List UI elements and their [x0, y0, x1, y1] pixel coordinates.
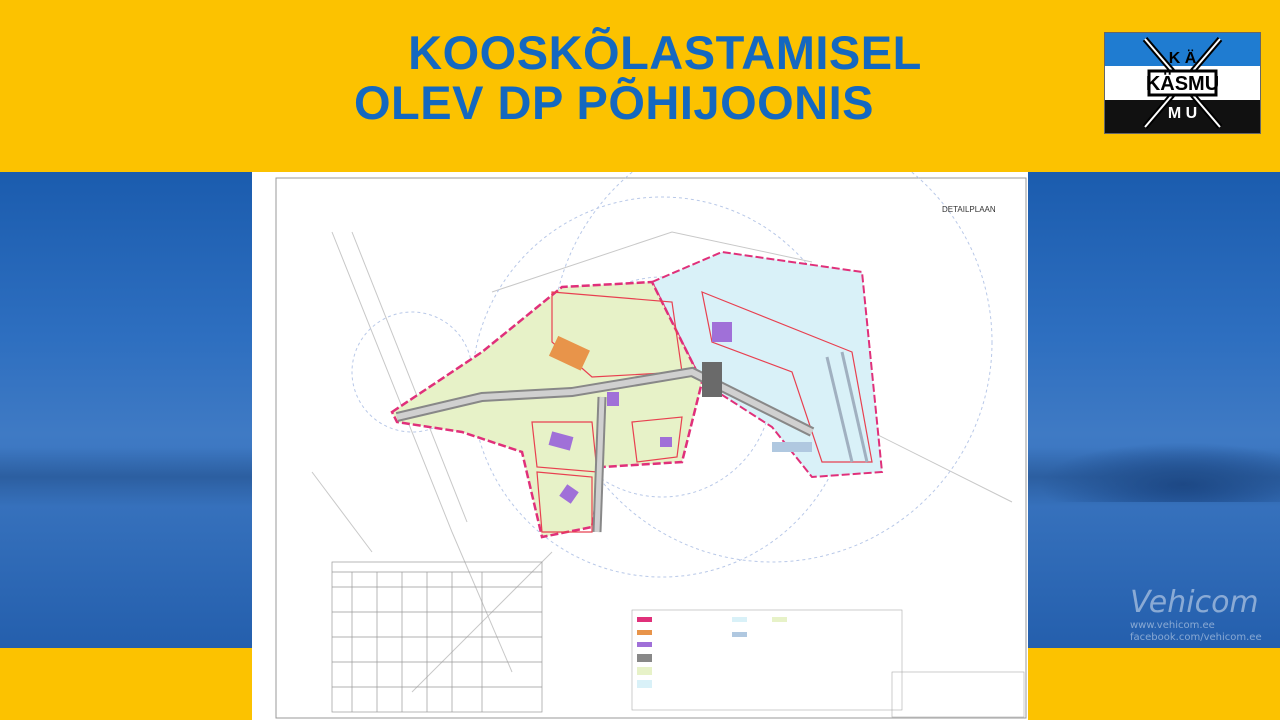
watermark-line1: www.vehicom.ee	[1130, 620, 1215, 631]
plan-header-label: DETAILPLAAN	[942, 205, 996, 214]
logo-letters-bottom: M U	[1167, 105, 1198, 122]
sea-photo-left	[0, 172, 252, 648]
logo-letters-top: K Ä	[1168, 50, 1197, 67]
watermark-brand: Vehicom	[1130, 585, 1259, 620]
slide-title-line2: OLEV DP PÕHIJOONIS	[354, 76, 875, 129]
vehicom-watermark	[1130, 585, 1262, 644]
watermark-line2: facebook.com/vehicom.ee	[1130, 632, 1262, 643]
detail-plan-drawing	[252, 172, 1028, 720]
kasmu-cross-icon	[1105, 33, 1260, 133]
slide-title-line1: KOOSKÕLASTAMISEL	[408, 26, 922, 79]
kasmu-flag-logo	[1104, 32, 1261, 134]
logo-text: KÄSMU	[1145, 73, 1220, 95]
sea-photo-right	[1028, 172, 1280, 648]
slide-title	[340, 28, 960, 128]
